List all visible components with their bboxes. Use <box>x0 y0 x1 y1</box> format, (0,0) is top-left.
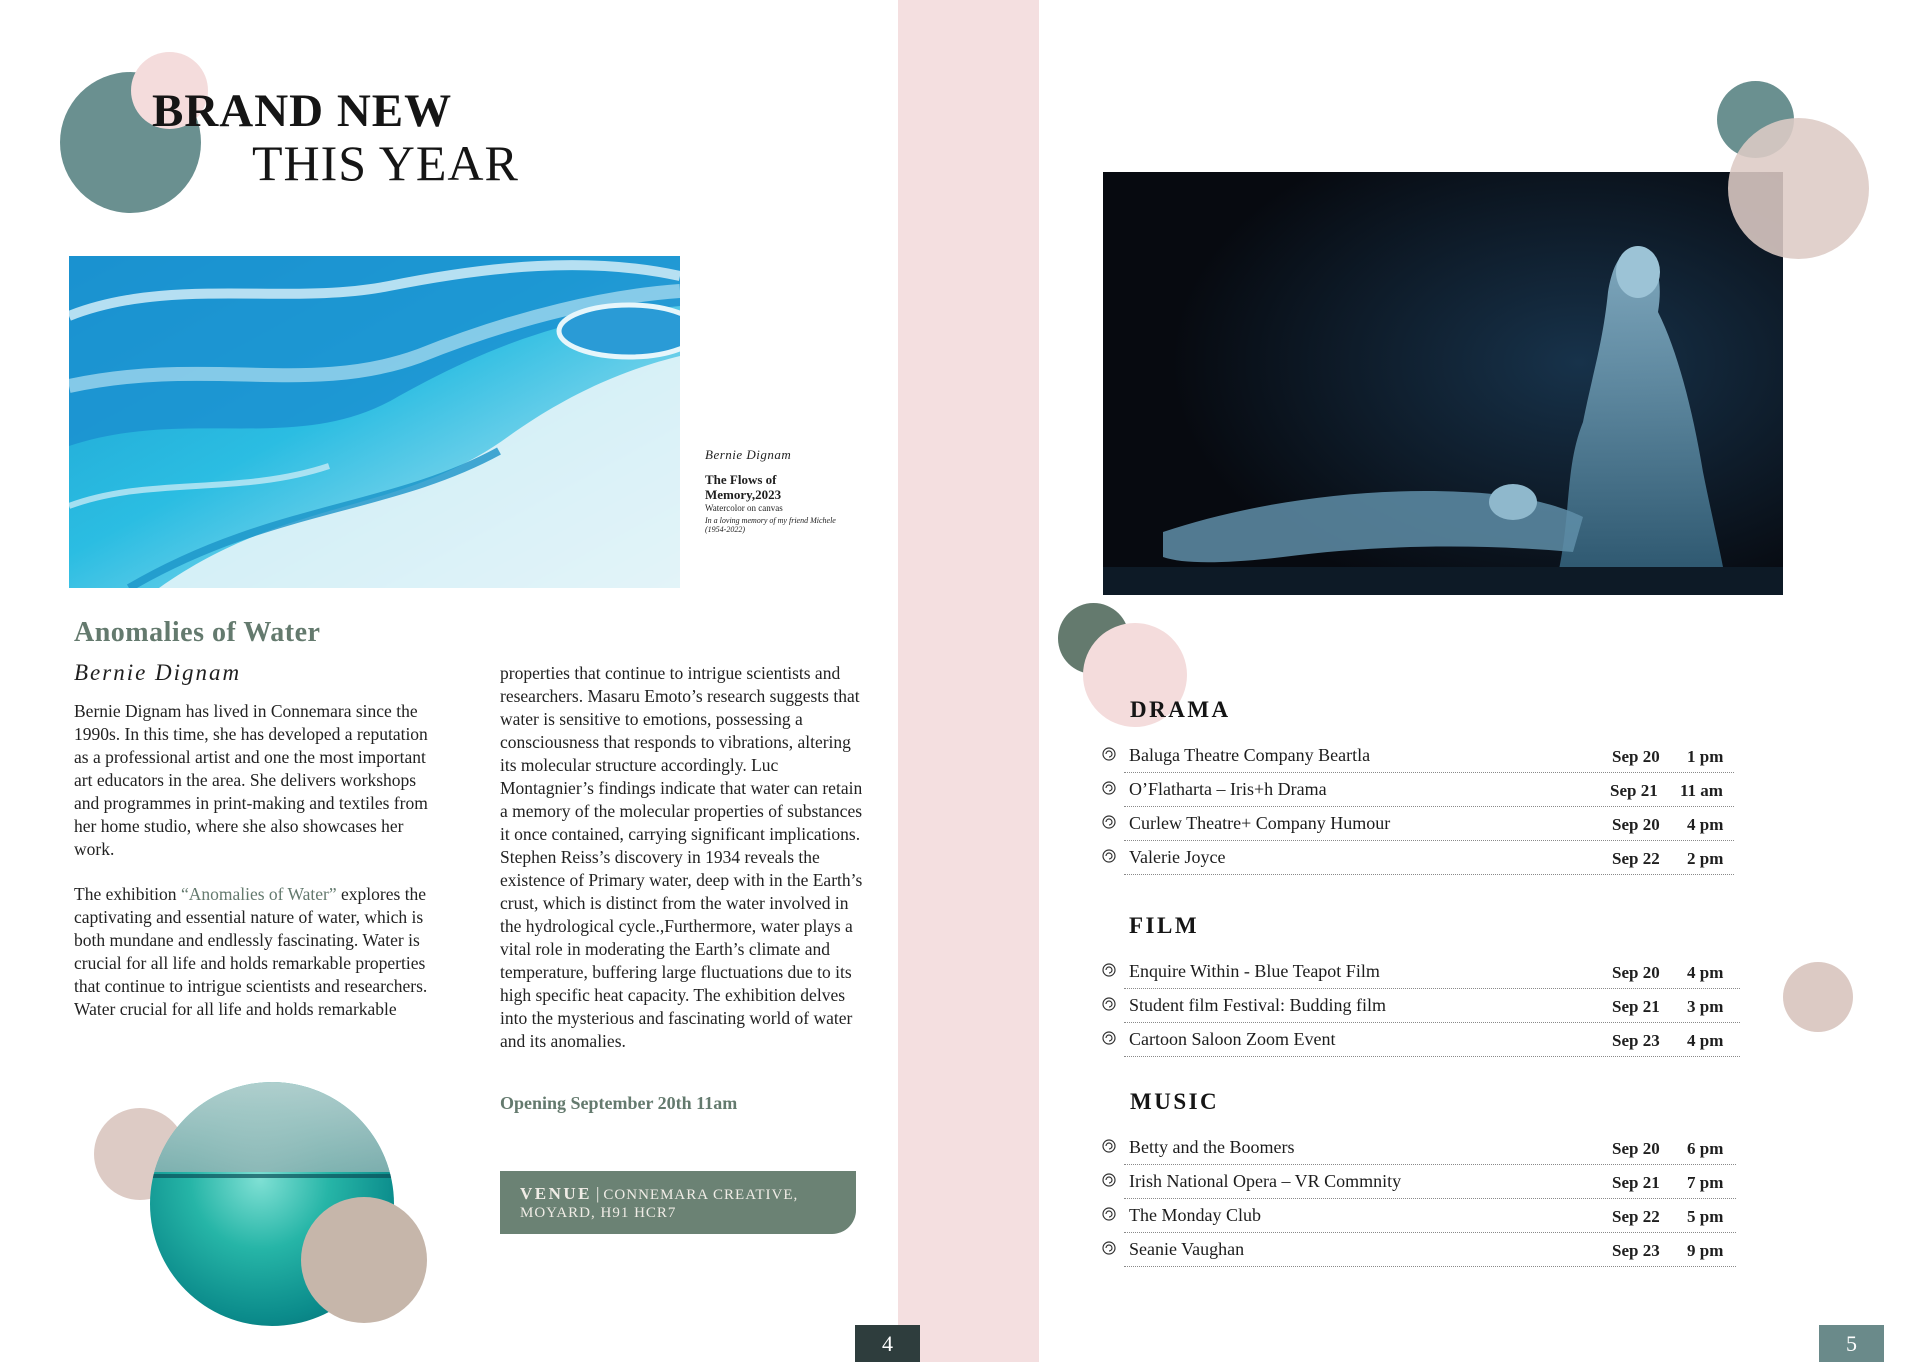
event-date: Sep 20 <box>1612 815 1660 834</box>
event-title: Betty and the Boomers <box>1129 1137 1295 1157</box>
event-date: Sep 20 <box>1612 1139 1660 1158</box>
event-row[interactable] <box>1124 989 1740 1023</box>
event-date: Sep 20 <box>1612 963 1660 982</box>
spiral-bullet-icon <box>1102 997 1116 1011</box>
section-title: Anomalies of Water <box>74 617 321 648</box>
artwork-image <box>69 256 680 588</box>
event-time: 4 pm <box>1687 815 1724 834</box>
deco-circle-beige-right <box>1783 962 1853 1032</box>
event-date: Sep 20 <box>1612 747 1660 766</box>
sphere-waterline <box>150 1174 394 1178</box>
event-title: Irish National Opera – VR Commnity <box>1129 1171 1402 1191</box>
event-row[interactable] <box>1124 1199 1736 1233</box>
page-title-line2: THIS YEAR <box>252 135 519 191</box>
event-time: 4 pm <box>1687 963 1724 982</box>
event-row[interactable] <box>1124 1165 1736 1199</box>
spiral-bullet-icon <box>1102 815 1116 829</box>
event-row[interactable] <box>1124 1233 1736 1267</box>
event-date: Sep 21 <box>1612 1173 1660 1192</box>
section-artist: Bernie Dignam <box>74 660 242 685</box>
event-row[interactable] <box>1124 773 1734 807</box>
event-date: Sep 22 <box>1612 849 1660 868</box>
event-title: Seanie Vaughan <box>1129 1239 1245 1259</box>
spiral-bullet-icon <box>1102 1139 1116 1153</box>
spiral-bullet-icon <box>1102 1173 1116 1187</box>
paragraph-text: The exhibition <box>74 884 181 904</box>
event-title: The Monday Club <box>1129 1205 1261 1225</box>
event-title: O’Flatharta – Iris+h Drama <box>1129 779 1327 799</box>
caption-work-title: The Flows of Memory,2023 <box>705 471 782 502</box>
event-title: Baluga Theatre Company Beartla <box>1129 745 1371 765</box>
caption-dedication: In a loving memory of my friend Michele <box>705 516 836 526</box>
page-number-right: 5 <box>1819 1325 1884 1362</box>
event-row[interactable] <box>1124 841 1734 875</box>
event-row[interactable] <box>1124 955 1740 989</box>
theatre-performance-illustration <box>1103 172 1783 595</box>
exhibition-name-highlight: “Anomalies of Water” <box>180 884 337 904</box>
spiral-bullet-icon <box>1102 963 1116 977</box>
fluid-art-illustration <box>69 256 680 588</box>
spiral-bullet-icon <box>1102 1031 1116 1045</box>
venue-label: VENUE <box>520 1184 593 1203</box>
venue-separator: | <box>596 1184 600 1203</box>
event-time: 5 pm <box>1687 1207 1724 1226</box>
paragraph-text: explores the captivating and essential nature of water, which is both mundane and endlessly fascinating. Water is crucial for all life and holds remarkable properties that continue to intrigue scientists and researchers. Water crucial for all life and holds remarkable <box>74 884 428 1019</box>
article-column-1 <box>74 700 444 1043</box>
sphere-top-glass <box>150 1082 394 1172</box>
event-date: Sep 23 <box>1612 1241 1660 1260</box>
theatre-photo <box>1103 172 1783 595</box>
article-paragraph-2 <box>74 883 444 1021</box>
event-time: 7 pm <box>1687 1173 1724 1192</box>
opening-date: Opening September 20th 11am <box>500 1093 738 1113</box>
article-column-2 <box>500 662 870 1075</box>
event-title: Enquire Within - Blue Teapot Film <box>1129 961 1380 981</box>
event-row[interactable] <box>1124 1023 1740 1057</box>
schedule-heading-film: FILM <box>1129 913 1200 938</box>
event-date: Sep 21 <box>1610 781 1658 800</box>
event-date: Sep 23 <box>1612 1031 1660 1050</box>
event-row[interactable] <box>1124 807 1734 841</box>
deco-circle-taupe <box>301 1197 427 1323</box>
event-title: Cartoon Saloon Zoom Event <box>1129 1029 1336 1049</box>
schedule-heading-music: MUSIC <box>1130 1089 1220 1114</box>
spiral-bullet-icon <box>1102 849 1116 863</box>
event-time: 2 pm <box>1687 849 1724 868</box>
event-date: Sep 22 <box>1612 1207 1660 1226</box>
caption-medium: Watercolor on canvas <box>705 502 783 513</box>
caption-artist: Bernie Dignam <box>705 447 792 462</box>
venue-box <box>500 1171 856 1234</box>
article-paragraph-1: Bernie Dignam has lived in Connemara since the 1990s. In this time, she has developed a reputation as a professional artist and one the most important art educators in the area. She delivers workshops and programmes in print-making and textiles from her home studio, where she also showcases her work. <box>74 701 428 859</box>
schedule-heading-drama: DRAMA <box>1130 697 1231 722</box>
event-date: Sep 21 <box>1612 997 1660 1016</box>
venue-address: CONNEMARA CREATIVE, MOYARD, H91 HCR7 <box>520 1187 799 1221</box>
event-time: 4 pm <box>1687 1031 1724 1050</box>
page-number-left: 4 <box>855 1325 920 1362</box>
event-row[interactable] <box>1124 1131 1736 1165</box>
artwork-caption <box>705 448 845 535</box>
spiral-bullet-icon <box>1102 1207 1116 1221</box>
event-time: 3 pm <box>1687 997 1724 1016</box>
spiral-bullet-icon <box>1102 781 1116 795</box>
caption-years: (1954-2022) <box>705 525 745 535</box>
event-time: 6 pm <box>1687 1139 1724 1158</box>
event-title: Valerie Joyce <box>1129 847 1226 867</box>
center-spine <box>898 0 1039 1362</box>
spiral-bullet-icon <box>1102 1241 1116 1255</box>
event-time: 9 pm <box>1687 1241 1724 1260</box>
page-title-line1: BRAND NEW <box>152 85 453 137</box>
spiral-bullet-icon <box>1102 747 1116 761</box>
event-time: 11 am <box>1680 781 1723 800</box>
event-time: 1 pm <box>1687 747 1724 766</box>
event-title: Student film Festival: Budding film <box>1129 995 1387 1015</box>
deco-circle-beige-top <box>1728 118 1869 259</box>
event-title: Curlew Theatre+ Company Humour <box>1129 813 1391 833</box>
event-row[interactable] <box>1124 739 1734 773</box>
article-paragraph-3: properties that continue to intrigue scientists and researchers. Masaru Emoto’s research suggests that water is sensitive to emotions, possessing a consciousness that responds to vibrations, altering its molecular structure accordingly. Luc Montagnier’s findings indicate that water can retain a memory of the molecular properties of substances it once contained, carrying significant implications. Stephen Reiss’s discovery in 1934 reveals the existence of Primary water, deep with in the Earth’s crust, which is distinct from the water involved in the hydrological cycle.,Furthermore, water plays a vital role in moderating the Earth’s climate and temperature, buffering large fluctuations due to its high specific heat capacity. The exhibition delves into the mysterious and fascinating world of water and its anomalies. <box>500 663 863 1051</box>
